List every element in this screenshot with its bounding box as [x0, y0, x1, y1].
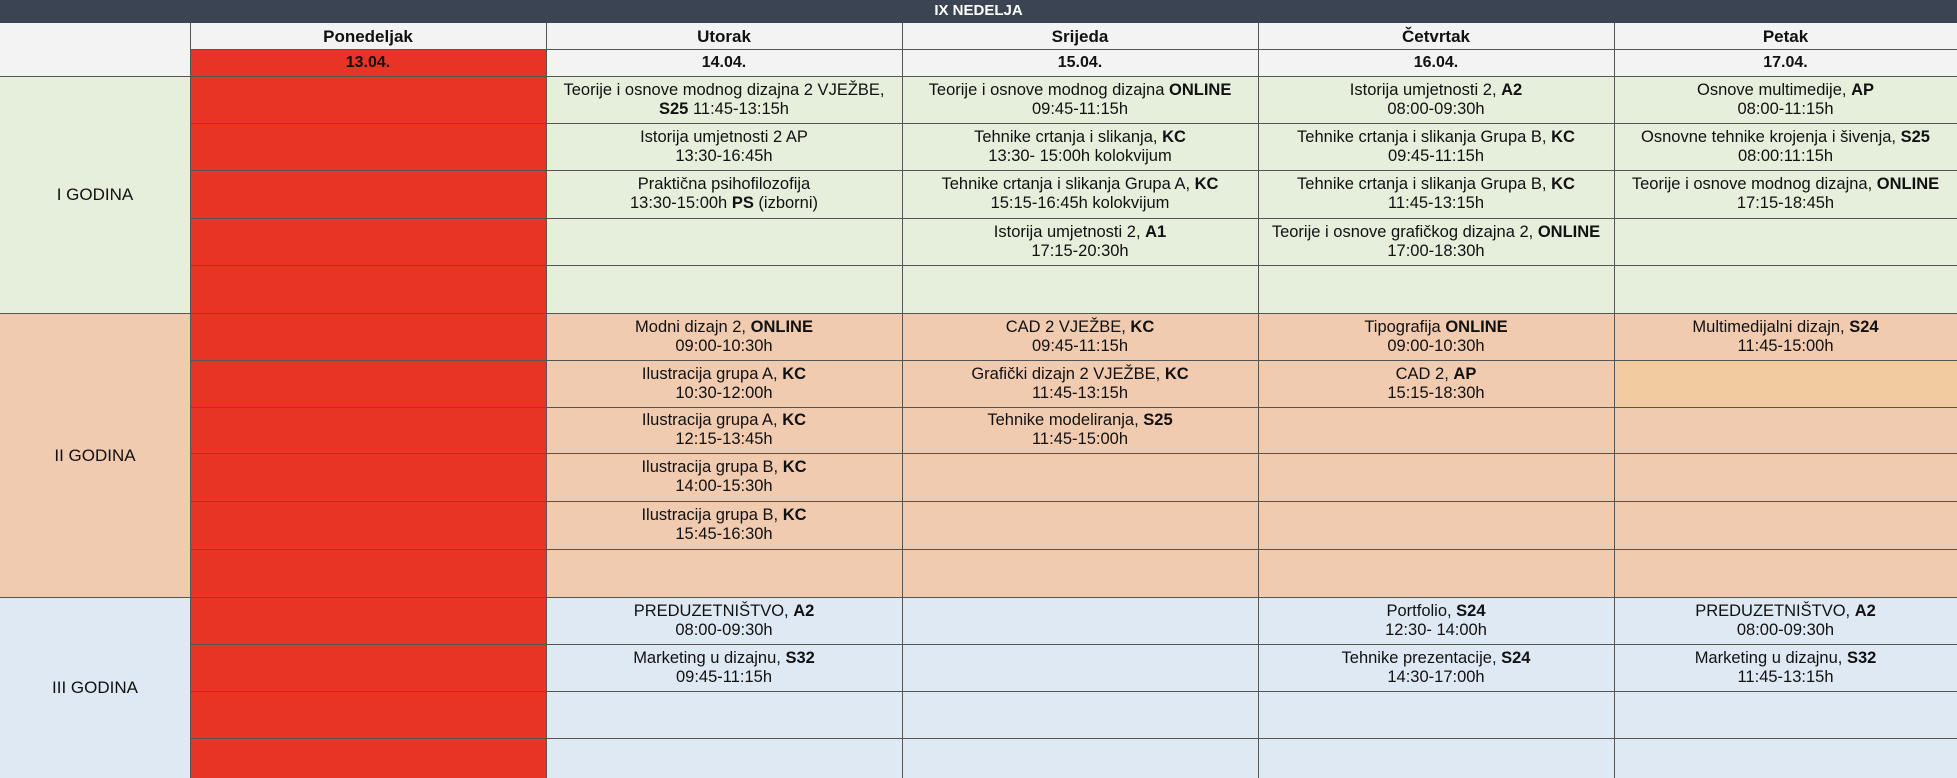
- class-slot[interactable]: [1614, 644, 1957, 691]
- date-header-4: [1258, 49, 1614, 76]
- grid-line: [546, 23, 547, 778]
- class-slot-line: 14:00-15:30h: [675, 477, 773, 495]
- week-title: IX NEDELJA: [0, 0, 1957, 23]
- empty-slot: [1258, 407, 1614, 453]
- day-label: Četvrtak: [1401, 26, 1471, 46]
- grid-line: [190, 360, 1957, 361]
- date-label: 16.04.: [1413, 54, 1459, 71]
- class-slot-line: 08:00:11:15h: [1737, 146, 1834, 165]
- class-slot[interactable]: [546, 597, 902, 644]
- year-label-text: II GODINA: [54, 445, 136, 465]
- class-slot-line: 09:45-11:15h: [1031, 99, 1129, 118]
- class-slot[interactable]: [546, 644, 902, 691]
- class-slot-line: 09:00-10:30h: [1387, 336, 1485, 355]
- empty-slot: [1614, 501, 1957, 549]
- empty-slot: [1614, 691, 1957, 738]
- grid-line: [0, 313, 1957, 314]
- class-slot-line: 13:30-16:45h: [675, 146, 773, 165]
- class-slot-line: Marketing u dizajnu, S32: [633, 648, 815, 667]
- class-slot-line: 09:45-11:15h: [1031, 336, 1129, 355]
- grid-line: [902, 23, 903, 778]
- grid-line: [190, 23, 191, 778]
- class-slot[interactable]: [1258, 644, 1614, 691]
- class-slot[interactable]: [902, 407, 1258, 453]
- class-slot[interactable]: [546, 360, 902, 407]
- grid-line: [190, 501, 1957, 502]
- class-slot[interactable]: [546, 123, 902, 170]
- class-slot-line: Ilustracija grupa A, KC: [641, 411, 807, 429]
- class-slot-line: Modni dizajn 2, ONLINE: [635, 317, 813, 336]
- year-label-2: [0, 313, 190, 597]
- class-slot-line: 13:30-15:00h PS (izborni): [629, 194, 819, 212]
- class-slot-line: Portfolio, S24: [1386, 601, 1486, 620]
- corner-header-cell: [0, 23, 190, 49]
- date-label: 15.04.: [1057, 54, 1103, 71]
- class-slot-line: Osnovne tehnike krojenja i šivenja, S25: [1641, 127, 1930, 146]
- class-slot-line: 09:45-11:15h: [1387, 146, 1485, 165]
- class-slot-line: 12:30- 14:00h: [1385, 620, 1487, 639]
- class-slot[interactable]: [1614, 597, 1957, 644]
- class-slot-line: Marketing u dizajnu, S32: [1694, 648, 1877, 667]
- class-slot-line: 11:45-13:15h: [1737, 667, 1834, 686]
- empty-slot: [902, 453, 1258, 501]
- grid-line: [0, 76, 1957, 77]
- empty-slot: [1258, 691, 1614, 738]
- grid-line: [190, 218, 1957, 219]
- class-slot-line: 17:15-18:45h: [1736, 194, 1835, 212]
- class-slot-line: 14:30-17:00h: [1387, 667, 1485, 686]
- class-slot[interactable]: [1258, 76, 1614, 123]
- class-slot-line: CAD 2, AP: [1395, 364, 1477, 383]
- empty-slot: [902, 738, 1258, 778]
- class-slot-line: Istorija umjetnosti 2 AP: [640, 127, 808, 146]
- class-slot-line: Ilustracija grupa B, KC: [641, 458, 807, 476]
- class-slot[interactable]: [902, 76, 1258, 123]
- class-slot[interactable]: [1614, 170, 1957, 218]
- class-slot[interactable]: [902, 170, 1258, 218]
- class-slot-line: PREDUZETNIŠTVO, A2: [1695, 601, 1876, 620]
- class-slot-line: 08:00-09:30h: [675, 620, 773, 639]
- class-slot-line: 11:45-13:15h: [1387, 194, 1485, 212]
- class-slot[interactable]: [546, 170, 902, 218]
- class-slot-line: 15:45-16:30h: [675, 525, 773, 543]
- class-slot-line: Teorije i osnove modnog dizajna, ONLINE: [1631, 175, 1940, 193]
- date-header-1: [190, 49, 546, 76]
- class-slot-line: 11:45-15:00h: [1737, 336, 1834, 355]
- empty-slot: [902, 691, 1258, 738]
- class-slot-line: Tehnike modeliranja, S25: [987, 411, 1173, 429]
- date-label: 17.04.: [1763, 54, 1808, 71]
- class-slot-line: 15:15-18:30h: [1387, 383, 1485, 402]
- empty-slot: [902, 597, 1258, 644]
- class-slot-line: Teorije i osnove modnog dizajna ONLINE: [928, 80, 1232, 99]
- year-label-1: [0, 76, 190, 313]
- day-label: Srijeda: [1051, 26, 1109, 46]
- class-slot-line: Teorije i osnove grafičkog dizajna 2, ONLINE: [1271, 222, 1601, 241]
- class-slot-line: 15:15-16:45h kolokvijum: [990, 194, 1170, 212]
- class-slot-line: 11:45-13:15h: [1031, 383, 1129, 402]
- day-header-4: [1258, 23, 1614, 49]
- empty-slot: [902, 644, 1258, 691]
- class-slot-line: CAD 2 VJEŽBE, KC: [1005, 317, 1155, 336]
- class-slot-line: Osnove multimedije, AP: [1697, 80, 1874, 99]
- year-label-text: I GODINA: [56, 185, 134, 204]
- grid-line: [1258, 23, 1259, 778]
- class-slot[interactable]: [902, 313, 1258, 360]
- class-slot-line: Istorija umjetnosti 2, A1: [993, 222, 1167, 241]
- empty-slot: [546, 265, 902, 313]
- grid-line: [190, 738, 1957, 739]
- class-slot-line: Tehnike crtanja i slikanja Grupa B, KC: [1297, 175, 1575, 193]
- class-slot-line: 09:00-10:30h: [675, 336, 773, 355]
- empty-slot: [1258, 738, 1614, 778]
- date-header-5: [1614, 49, 1957, 76]
- class-slot-line: Multimedijalni dizajn, S24: [1692, 317, 1879, 336]
- class-slot-line: 17:00-18:30h: [1387, 241, 1485, 260]
- class-slot-line: Tehnike prezentacije, S24: [1341, 648, 1531, 667]
- empty-slot: [1614, 265, 1957, 313]
- class-slot-line: Tipografija ONLINE: [1364, 317, 1508, 336]
- class-slot[interactable]: [1614, 313, 1957, 360]
- class-slot[interactable]: [1258, 313, 1614, 360]
- monday-holiday-block: [190, 313, 546, 597]
- class-slot[interactable]: [902, 123, 1258, 170]
- class-slot[interactable]: [1258, 123, 1614, 170]
- empty-slot: [1258, 549, 1614, 597]
- empty-slot: [546, 549, 902, 597]
- class-slot-line: S25 11:45-13:15h: [659, 99, 789, 118]
- class-slot-line: Ilustracija grupa B, KC: [641, 506, 807, 524]
- class-slot-line: 08:00-09:30h: [1736, 620, 1835, 639]
- date-header-3: [902, 49, 1258, 76]
- class-slot[interactable]: [1614, 76, 1957, 123]
- empty-slot: [546, 691, 902, 738]
- class-slot-line: Grafički dizajn 2 VJEŽBE, KC: [971, 364, 1189, 383]
- grid-line: [190, 265, 1957, 266]
- grid-line: [190, 691, 1957, 692]
- empty-slot: [1258, 265, 1614, 313]
- grid-line: [190, 170, 1957, 171]
- grid-line: [190, 644, 1957, 645]
- class-slot[interactable]: [1258, 170, 1614, 218]
- class-slot[interactable]: [546, 313, 902, 360]
- class-slot-line: 08:00-11:15h: [1737, 99, 1834, 118]
- class-slot[interactable]: [902, 218, 1258, 265]
- class-slot[interactable]: [546, 76, 902, 123]
- class-slot-line: PREDUZETNIŠTVO, A2: [633, 601, 815, 620]
- class-slot-line: Tehnike crtanja i slikanja, KC: [974, 127, 1186, 146]
- day-label: Petak: [1762, 26, 1809, 46]
- class-slot-line: 10:30-12:00h: [675, 383, 773, 402]
- class-slot-line: Istorija umjetnosti 2, A2: [1349, 80, 1523, 99]
- class-slot-line: 17:15-20:30h: [1031, 241, 1129, 260]
- year-label-3: [0, 597, 190, 778]
- class-slot-line: Tehnike crtanja i slikanja Grupa A, KC: [941, 175, 1219, 193]
- empty-slot: [902, 549, 1258, 597]
- class-slot-line: 11:45-15:00h: [1031, 430, 1129, 448]
- class-slot-line: Ilustracija grupa A, KC: [641, 364, 807, 383]
- empty-slot: [1614, 549, 1957, 597]
- class-slot-line: Teorije i osnove modnog dizajna 2 VJEŽBE,: [563, 80, 885, 99]
- monday-holiday-block: [190, 597, 546, 778]
- empty-slot: [1614, 360, 1957, 407]
- class-slot[interactable]: [546, 501, 902, 549]
- class-slot[interactable]: [1258, 218, 1614, 265]
- empty-slot: [902, 265, 1258, 313]
- empty-slot: [1614, 218, 1957, 265]
- class-slot[interactable]: [1258, 597, 1614, 644]
- grid-line: [190, 123, 1957, 124]
- day-label: Utorak: [697, 26, 751, 46]
- grid-line: [0, 597, 1957, 598]
- day-header-1: [190, 23, 546, 49]
- empty-slot: [1258, 501, 1614, 549]
- empty-slot: [1614, 407, 1957, 453]
- day-header-2: [546, 23, 902, 49]
- empty-slot: [902, 501, 1258, 549]
- empty-slot: [546, 738, 902, 778]
- class-slot-line: Tehnike crtanja i slikanja Grupa B, KC: [1297, 127, 1575, 146]
- class-slot[interactable]: [546, 453, 902, 501]
- class-slot-line: 12:15-13:45h: [675, 430, 773, 448]
- day-header-5: [1614, 23, 1957, 49]
- grid-line: [190, 407, 1957, 408]
- class-slot[interactable]: [902, 360, 1258, 407]
- class-slot[interactable]: [1258, 360, 1614, 407]
- empty-slot: [1258, 453, 1614, 501]
- grid-line: [190, 549, 1957, 550]
- grid-line: [190, 49, 1957, 50]
- grid-line: [1614, 23, 1615, 778]
- day-header-3: [902, 23, 1258, 49]
- class-slot-line: 09:45-11:15h: [675, 667, 773, 686]
- class-slot[interactable]: [546, 407, 902, 453]
- empty-slot: [1614, 453, 1957, 501]
- class-slot[interactable]: [1614, 123, 1957, 170]
- empty-slot: [546, 218, 902, 265]
- day-label: Ponedeljak: [323, 26, 413, 46]
- monday-holiday-block: [190, 76, 546, 313]
- year-label-text: III GODINA: [52, 678, 138, 697]
- date-label: 13.04.: [345, 54, 391, 71]
- corner-date-cell: [0, 49, 190, 76]
- date-label: 14.04.: [701, 54, 747, 71]
- grid-line: [190, 453, 1957, 454]
- class-slot-line: 08:00-09:30h: [1387, 99, 1485, 118]
- class-slot-line: Praktična psihofilozofija: [637, 175, 811, 193]
- class-slot-line: 13:30- 15:00h kolokvijum: [988, 146, 1172, 165]
- date-header-2: [546, 49, 902, 76]
- empty-slot: [1614, 738, 1957, 778]
